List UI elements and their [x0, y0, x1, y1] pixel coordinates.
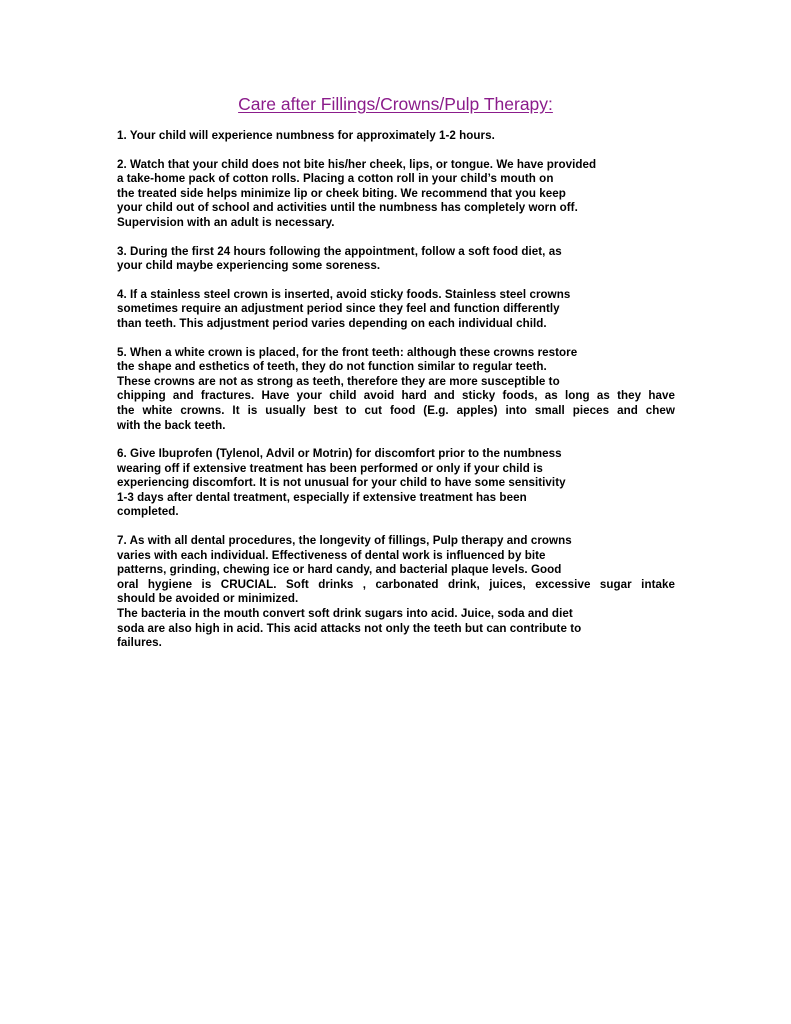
page-title: Care after Fillings/Crowns/Pulp Therapy: [238, 94, 553, 114]
paragraph-line: 4. If a stainless steel crown is inserted, avoid sticky foods. Stainless steel crowns [117, 287, 571, 301]
paragraph-line: wearing off if extensive treatment has been performed or only if your child is [117, 461, 543, 475]
paragraph-line: patterns, grinding, chewing ice or hard candy, and bacterial plaque levels. Good [117, 563, 562, 577]
paragraph-line: failures. [117, 636, 162, 650]
instruction-paragraph-5 [117, 346, 682, 434]
paragraph-line: should be avoided or minimized. [117, 592, 299, 606]
paragraph-line: the treated side helps minimize lip or cheek biting. We recommend that you keep [117, 186, 566, 200]
paragraph-line: 3. During the first 24 hours following the appointment, follow a soft food diet, as [117, 244, 562, 258]
paragraph-line: your child maybe experiencing some soreness. [117, 259, 381, 273]
instructions-body [117, 129, 682, 665]
instruction-paragraph-4 [117, 288, 682, 332]
paragraph-line: sometimes require an adjustment period since they feel and function differently [117, 302, 560, 316]
paragraph-line: than teeth. This adjustment period varies depending on each individual child. [117, 316, 547, 330]
paragraph-line: varies with each individual. Effectiveness of dental work is influenced by bite [117, 548, 546, 562]
paragraph-line: 6. Give Ibuprofen (Tylenol, Advil or Motrin) for discomfort prior to the numbness [117, 447, 562, 461]
paragraph-line: 7. As with all dental procedures, the longevity of fillings, Pulp therapy and crowns [117, 534, 572, 548]
instruction-paragraph-1 [117, 129, 682, 144]
paragraph-line: the shape and esthetics of teeth, they do not function similar to regular teeth. [117, 360, 547, 374]
paragraph-line: your child out of school and activities until the numbness has completely worn off. [117, 201, 578, 215]
paragraph-line: The bacteria in the mouth convert soft drink sugars into acid. Juice, soda and diet [117, 607, 573, 621]
paragraph-line: chipping and fractures. Have your child avoid hard and sticky foods, as long as they have [117, 389, 675, 403]
paragraph-line: a take-home pack of cotton rolls. Placing a cotton roll in your child’s mouth on [117, 172, 554, 186]
instruction-paragraph-2 [117, 158, 682, 231]
instruction-paragraph-7 [117, 534, 682, 651]
paragraph-line: 2. Watch that your child does not bite his/her cheek, lips, or tongue. We have provided [117, 157, 597, 171]
paragraph-line: oral hygiene is CRUCIAL. Soft drinks , carbonated drink, juices, excessive sugar intake [117, 577, 675, 591]
paragraph-line: 5. When a white crown is placed, for the front teeth: although these crowns restore [117, 345, 578, 359]
paragraph-line: These crowns are not as strong as teeth, therefore they are more susceptible to [117, 374, 560, 388]
paragraph-line: experiencing discomfort. It is not unusual for your child to have some sensitivity [117, 476, 566, 490]
paragraph-line: completed. [117, 505, 179, 519]
paragraph-line: 1. Your child will experience numbness for approximately 1-2 hours. [117, 129, 495, 142]
instruction-paragraph-3 [117, 245, 682, 274]
instruction-paragraph-6 [117, 447, 682, 520]
paragraph-line: Supervision with an adult is necessary. [117, 215, 335, 229]
paragraph-line: the white crowns. It is usually best to cut food (E.g. apples) into small pieces and chew [117, 403, 675, 417]
paragraph-line: 1-3 days after dental treatment, especially if extensive treatment has been [117, 490, 527, 504]
paragraph-line: soda are also high in acid. This acid attacks not only the teeth but can contribute to [117, 621, 582, 635]
paragraph-line: with the back teeth. [117, 418, 226, 432]
